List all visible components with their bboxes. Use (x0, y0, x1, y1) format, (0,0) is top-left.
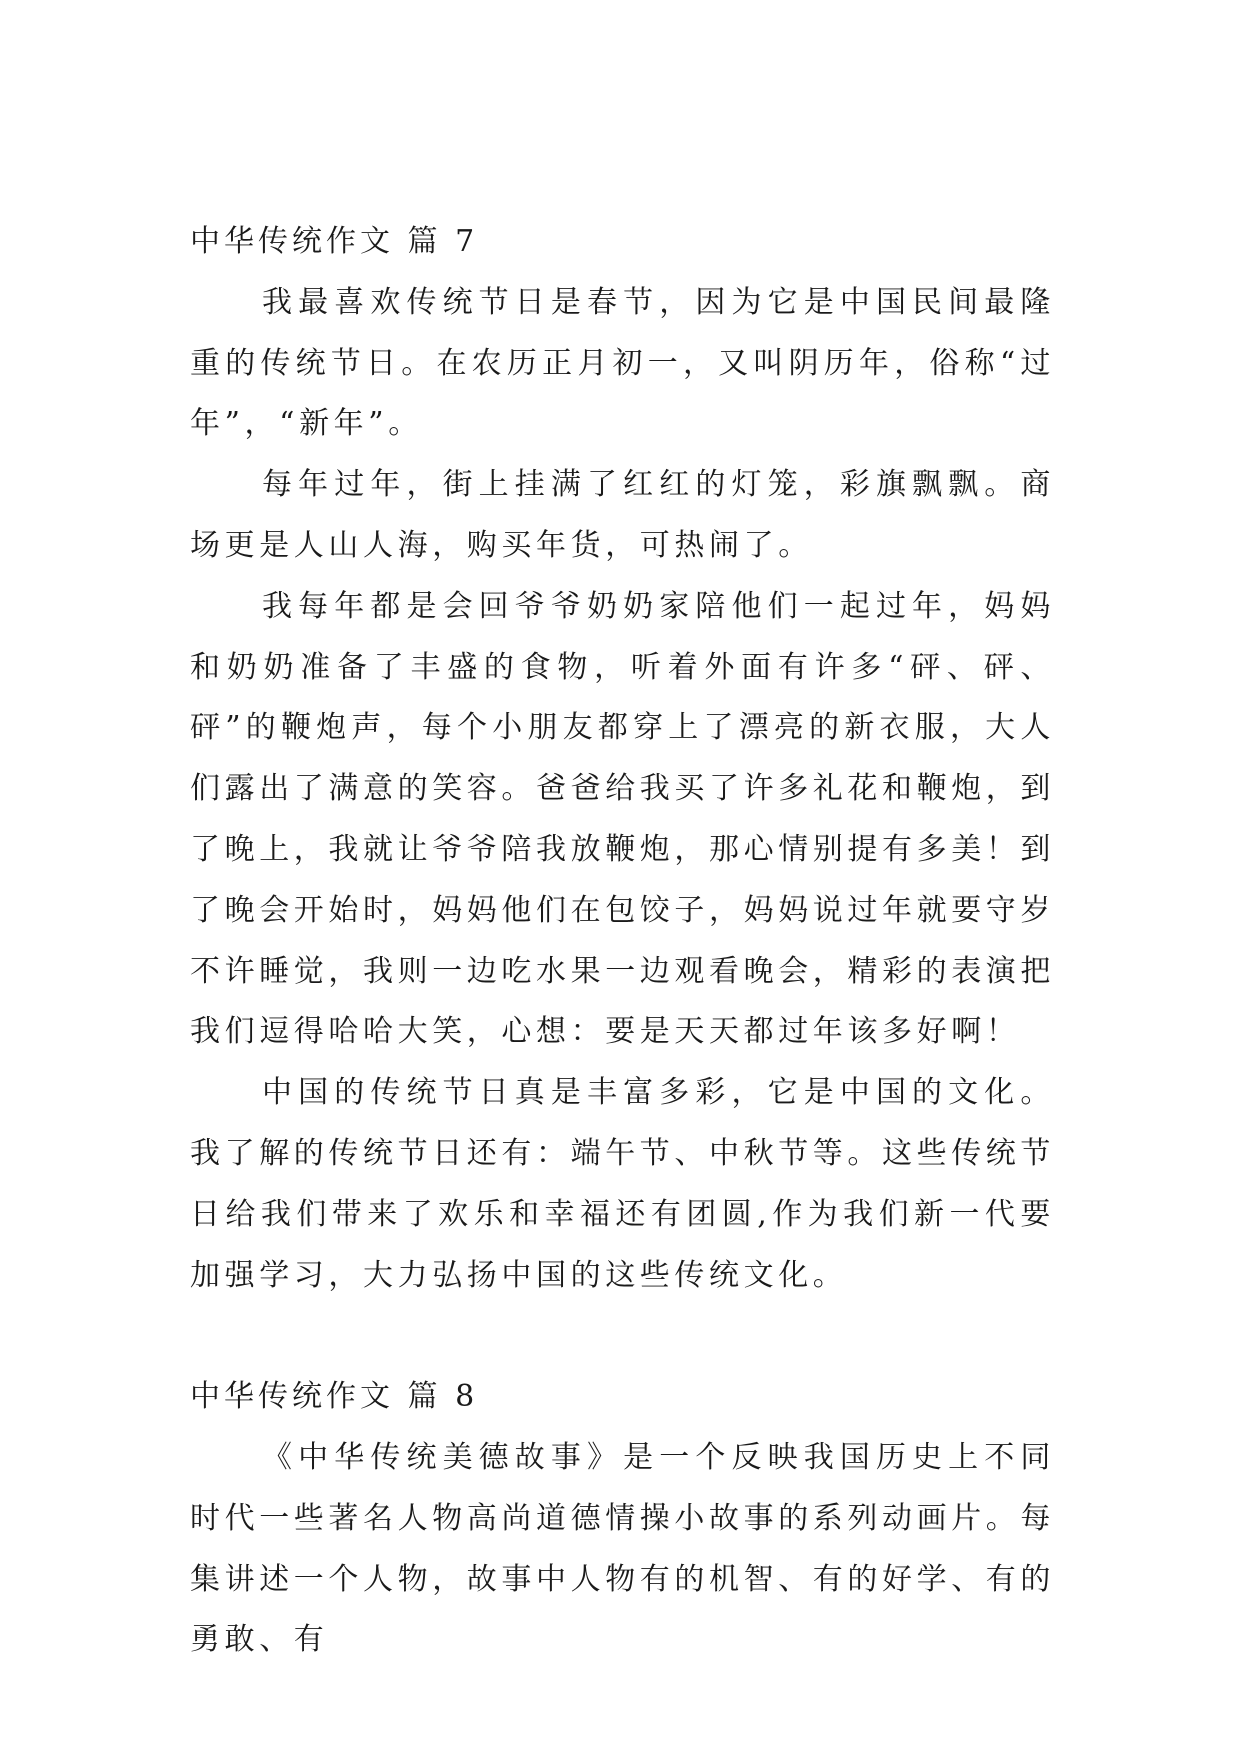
section-divider-space (190, 1306, 1055, 1367)
section-heading: 中华传统作文 篇 8 (190, 1379, 479, 1415)
section-heading: 中华传统作文 篇 7 (190, 224, 479, 259)
essay-section-7 (190, 212, 1055, 1306)
document-body (190, 212, 1055, 1671)
paragraph: 我每年都是会回爷爷奶奶家陪他们一起过年，妈妈和奶奶准备了丰盛的食物，听着外面有许多“砰、砰、砰”的鞭炮声，每个小朋友都穿上了漂亮的新衣服，大人们露出了满意的笑容。爸爸给我买了许多礼花和鞭炮，到了晚上，我就让爷爷陪我放鞭炮，那心情别提有多美！到了晚会开始时，妈妈他们在包饺子，妈妈说过年就要守岁不许睡觉，我则一边吃水果一边观看晚会，精彩的表演把我们逗得哈哈大笑，心想：要是天天都过年该多好啊！ (190, 588, 1055, 1050)
paragraph: 我最喜欢传统节日是春节，因为它是中国民间最隆重的传统节日。在农历正月初一，又叫阴历年，俗称“过年”，“新年”。 (190, 284, 1055, 442)
paragraph: 《中华传统美德故事》是一个反映我国历史上不同时代一些著名人物高尚道德情操小故事的系列动画片。每集讲述一个人物，故事中人物有的机智、有的好学、有的勇敢、有 (190, 1439, 1055, 1658)
essay-section-8 (190, 1367, 1055, 1671)
paragraph: 中国的传统节日真是丰富多彩，它是中国的文化。我了解的传统节日还有：端午节、中秋节等。这些传统节日给我们带来了欢乐和幸福还有团圆,作为我们新一代要加强学习，大力弘扬中国的这些传统文化。 (190, 1075, 1055, 1293)
paragraph: 每年过年，街上挂满了红红的灯笼，彩旗飘飘。商场更是人山人海，购买年货，可热闹了。 (190, 467, 1055, 563)
